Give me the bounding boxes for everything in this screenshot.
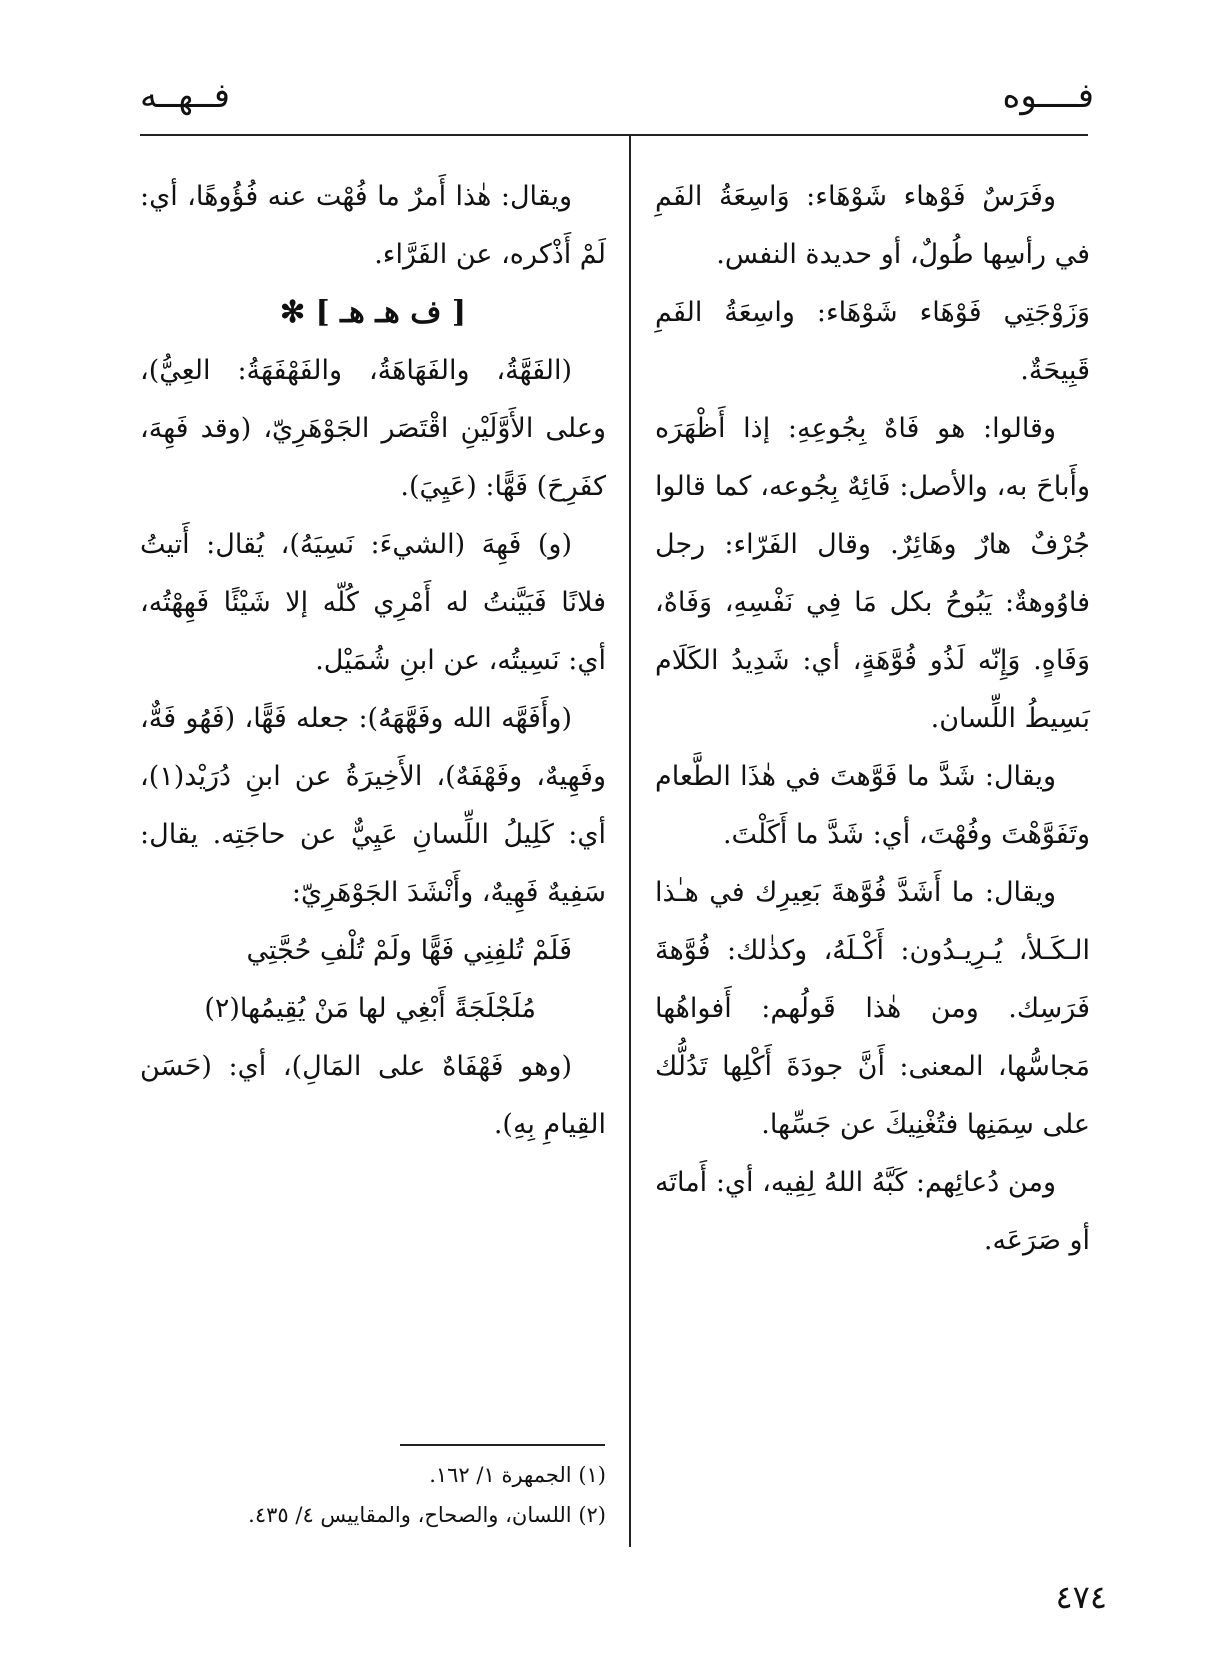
paragraph: وفَرَسٌ فَوْهاء شَوْهَاء: وَاسِعَةُ الفَمِ في رأسِها طُولٌ، أو حديدة النفس. <box>655 181 1090 270</box>
paragraph: (الفَهَّةُ، والفَهَاهَةُ، والفَهْفَهَةُ: العِيُّ)، وعلى الأَوَّلَيْنِ اقْتَصَر الجَوْهَرِيّ، (وقد فَهِهَ، كفَرِحَ) فَهًّا: (عَيِيَ). <box>140 355 606 502</box>
paragraph: ويقال: شَدَّ ما فَوَّهتَ في هٰذَا الطَّعام وتَفَوَّهْتَ وفُهْتَ، أي: شَدَّ ما أَكَلْتَ. <box>655 761 1090 850</box>
footnote: (٢) اللسان، والصحاح، والمقاييس ٤/ ٤٣٥. <box>248 1503 606 1527</box>
header-divider <box>140 134 1088 136</box>
paragraph: (وهو فَهْفَاهٌ على المَالِ)، أي: (حَسَن القِيامِ بِهِ). <box>140 1051 606 1140</box>
footnote-divider <box>400 1444 605 1446</box>
paragraph: (و) فَهِهَ (الشيءَ: نَسِيَهُ)، يُقال: أَتيتُ فلانًا فَبَيَّنتُ له أَمْرِي كُلّه إلا شَيْئًا فَهِهْتُه، أي: نَسِيتُه، عن ابنِ شُمَيْل. <box>140 529 606 676</box>
header-left-title: فــهــه <box>140 76 230 116</box>
footnote: (١) الجمهرة ١/ ١٦٢. <box>429 1463 606 1487</box>
paragraph: وَزَوْجَتِي فَوْهَاء شَوْهَاء: واسِعَةُ الفَمِ قَبِيحَةٌ. <box>655 297 1090 386</box>
left-column <box>140 168 606 1154</box>
paragraph: ويقال: هٰذا أَمرٌ ما فُهْت عنه فُؤُوهًا، أي: لَمْ أَذْكره، عن الفَرَّاء. <box>140 181 606 270</box>
paragraph: وقالوا: هو فَاهٌ بِجُوعِهِ: إذا أَظْهَرَه وأَباحَ به، والأصل: فَائِهٌ بِجُوعه، كما قالوا جُرْفٌ هارٌ وهَائِرٌ. وقال الفَرّاء: رجل فاوُوهةٌ: يَبُوحُ بكل مَا فِي نَفْسِهِ، وَفَاهٌ، وَفَاهٍ. وَإِنّه لَذُو فُوَّهَةٍ، أي: شَدِيدُ الكَلَام بَسِيطُ اللِّسان. <box>655 413 1090 734</box>
page-number: ٤٧٤ <box>1055 1578 1107 1616</box>
verse-line: فَلَمْ تُلفِنِي فَهًّا ولَمْ تُلْفِ حُجَّتِي <box>246 935 572 966</box>
entry-heading: [ ف هـ هـ ] ✻ <box>279 295 467 330</box>
footnotes <box>140 1455 606 1535</box>
paragraph: (وأَفَهَّه الله وفَهَّهَهُ): جعله فَهًّا، (فَهُو فَهٌّ، وفَهِيهٌ، وفَهْفَهٌ)، الأَخِيرَةُ عن ابنِ دُرَيْد(١)، أي: كَلِيلُ اللِّسانِ عَيِيٌّ عن حاجَتِه. يقال: سَفِيهٌ فَهِيهٌ، وأَنْشَدَ الجَوْهَرِيّ: <box>140 703 606 908</box>
right-column <box>655 168 1090 1270</box>
header-right-title: فــــوه <box>1002 76 1094 116</box>
paragraph: ومن دُعائِهم: كَبَّهُ اللهُ لِفِيه، أي: أَماتَه أو صَرَعَه. <box>655 1167 1090 1256</box>
column-divider <box>629 134 631 1547</box>
paragraph: ويقال: ما أَشَدَّ فُوَّهةَ بَعِيرِك في هـٰذا الـكَـلأ، يُـرِيـدُون: أَكْـلَهُ، وكذٰلك: فُوَّهةَ فَرَسِك. ومن هٰذا قَولُهم: أَفواهُها مَجاسُّها، المعنى: أَنَّ جودَةَ أَكْلِها تَدُلُّك على سِمَنِها فتُغْنِيكَ عن جَسِّها. <box>655 877 1090 1140</box>
verse-line: مُلَجْلَجَةً أَبْغِي لها مَنْ يُقِيمُها(٢) <box>204 993 536 1024</box>
